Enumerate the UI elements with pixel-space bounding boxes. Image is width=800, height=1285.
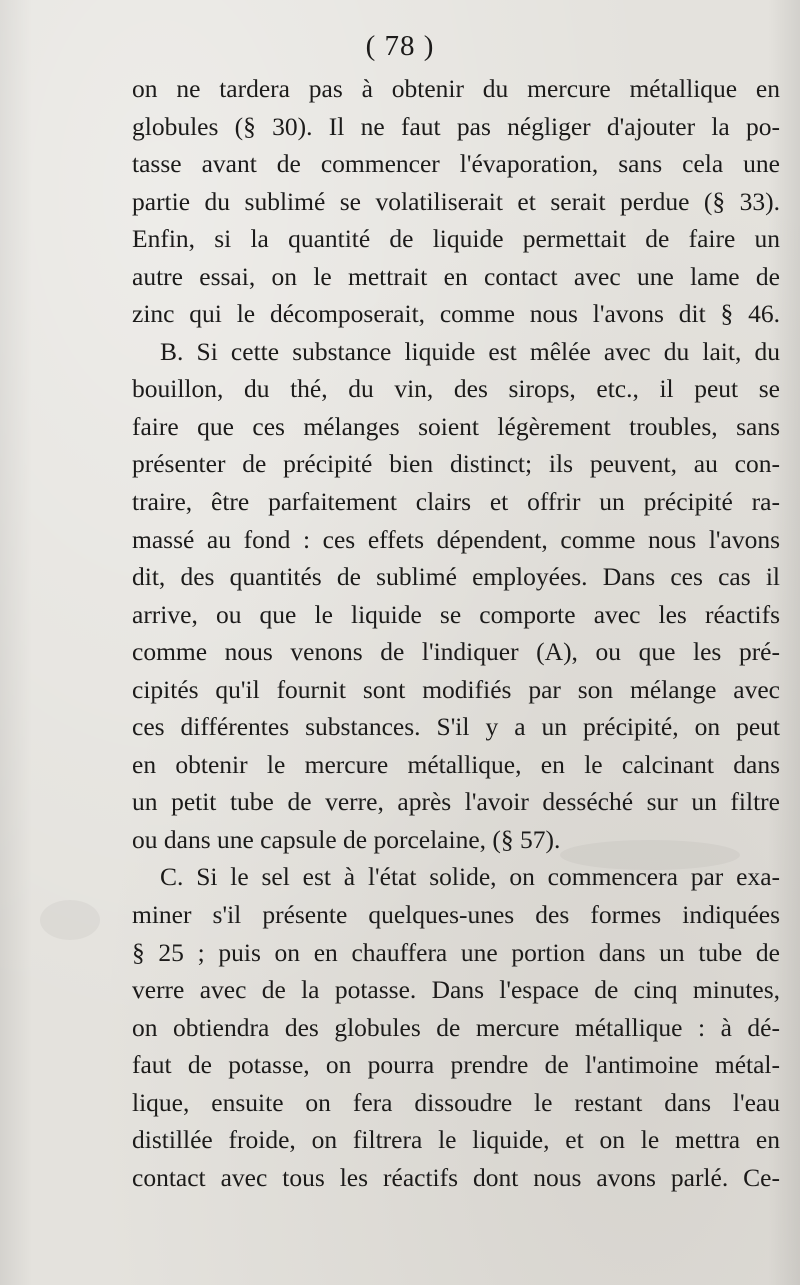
text-line: bouillon, du thé, du vin, des sirops, etc., il peut se bbox=[132, 374, 780, 404]
text-line: lique, ensuite on fera dissoudre le restant dans l'eau bbox=[132, 1087, 780, 1117]
paper-stain bbox=[40, 900, 100, 940]
text-line: zinc qui le décomposerait, comme nous l'avons dit § 46. bbox=[132, 299, 780, 329]
text-line: partie du sublimé se volatiliserait et serait perdue (§ 33). bbox=[132, 186, 780, 216]
text-line: globules (§ 30). Il ne faut pas négliger d'ajouter la po- bbox=[132, 111, 780, 141]
paragraph-end-line: ou dans une capsule de porcelaine, (§ 57). bbox=[132, 824, 561, 854]
text-line: § 25 ; puis on en chauffera une portion dans un tube de bbox=[132, 937, 780, 967]
text-line: autre essai, on le mettrait en contact avec une lame de bbox=[132, 261, 780, 291]
text-line: distillée froide, on filtrera le liquide, et on le mettra en bbox=[132, 1125, 780, 1155]
text-line: dit, des quantités de sublimé employées. Dans ces cas il bbox=[132, 562, 780, 592]
text-line: on obtiendra des globules de mercure métallique : à dé- bbox=[132, 1012, 780, 1042]
text-line: miner s'il présente quelques-unes des formes indiquées bbox=[132, 900, 780, 930]
page-number: ( 78 ) bbox=[365, 30, 435, 62]
text-line: contact avec tous les réactifs dont nous avons parlé. Ce- bbox=[132, 1162, 780, 1192]
text-line: faire que ces mélanges soient légèrement troubles, sans bbox=[132, 411, 780, 441]
text-line: ces différentes substances. S'il y a un précipité, on peut bbox=[132, 712, 780, 742]
text-line: arrive, ou que le liquide se comporte avec les réactifs bbox=[132, 599, 780, 629]
text-line: on ne tardera pas à obtenir du mercure métallique en bbox=[132, 74, 780, 103]
text-line: massé au fond : ces effets dépendent, comme nous l'avons bbox=[132, 524, 780, 554]
text-line: verre avec de la potasse. Dans l'espace de cinq minutes, bbox=[132, 975, 780, 1005]
text-line: présenter de précipité bien distinct; ils peuvent, au con- bbox=[132, 449, 780, 479]
text-line: traire, être parfaitement clairs et offrir un précipité ra- bbox=[132, 487, 780, 517]
body-text bbox=[132, 70, 780, 1196]
text-line: cipités qu'il fournit sont modifiés par son mélange avec bbox=[132, 674, 780, 704]
text-line: tasse avant de commencer l'évaporation, sans cela une bbox=[132, 149, 780, 179]
text-line: un petit tube de verre, après l'avoir desséché sur un filtre bbox=[132, 787, 780, 817]
text-line: Enfin, si la quantité de liquide permettait de faire un bbox=[132, 224, 780, 254]
text-line: en obtenir le mercure métallique, en le calcinant dans bbox=[132, 749, 780, 779]
paragraph-start-line: B. Si cette substance liquide est mêlée avec du lait, du bbox=[160, 336, 780, 366]
paragraph-start-line: C. Si le sel est à l'état solide, on commencera par exa- bbox=[160, 862, 780, 892]
text-line: faut de potasse, on pourra prendre de l'antimoine métal- bbox=[132, 1050, 780, 1080]
text-line: comme nous venons de l'indiquer (A), ou que les pré- bbox=[132, 637, 780, 667]
